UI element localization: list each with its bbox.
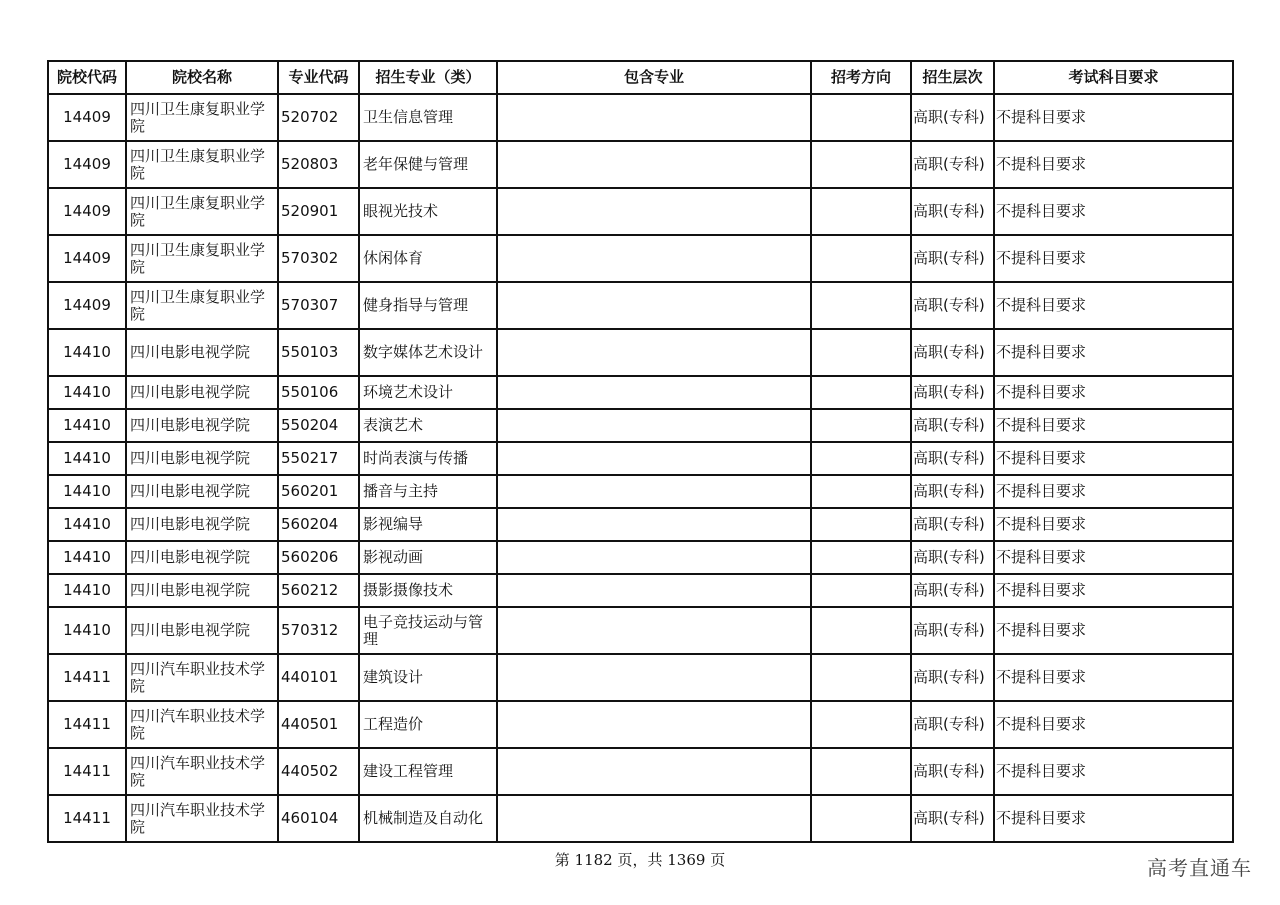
major-code-cell: 550204 (278, 409, 359, 442)
major-cell: 老年保健与管理 (359, 141, 497, 188)
major-code-cell: 520803 (278, 141, 359, 188)
major-cell: 摄影摄像技术 (359, 574, 497, 607)
table-row (48, 188, 1233, 235)
major-code-cell: 570312 (278, 607, 359, 654)
requirement-cell: 不提科目要求 (994, 282, 1233, 329)
included-majors-cell (497, 188, 811, 235)
school-name-cell: 四川汽车职业技术学院 (126, 654, 278, 701)
school-name-cell: 四川卫生康复职业学院 (126, 282, 278, 329)
table-row (48, 235, 1233, 282)
major-cell: 工程造价 (359, 701, 497, 748)
school-name-cell: 四川电影电视学院 (126, 442, 278, 475)
school-code-cell: 14411 (48, 654, 126, 701)
level-cell: 高职(专科) (911, 701, 994, 748)
major-code-cell: 460104 (278, 795, 359, 842)
level-cell: 高职(专科) (911, 141, 994, 188)
level-cell: 高职(专科) (911, 654, 994, 701)
table-row (48, 376, 1233, 409)
requirement-cell: 不提科目要求 (994, 508, 1233, 541)
table-row (48, 442, 1233, 475)
school-code-cell: 14409 (48, 141, 126, 188)
school-name-cell: 四川电影电视学院 (126, 508, 278, 541)
header-included-majors: 包含专业 (497, 61, 811, 94)
direction-cell (811, 329, 911, 376)
level-cell: 高职(专科) (911, 541, 994, 574)
requirement-cell: 不提科目要求 (994, 409, 1233, 442)
school-name-cell: 四川电影电视学院 (126, 329, 278, 376)
level-cell: 高职(专科) (911, 795, 994, 842)
table-row (48, 607, 1233, 654)
requirement-cell: 不提科目要求 (994, 654, 1233, 701)
major-code-cell: 440101 (278, 654, 359, 701)
major-cell: 环境艺术设计 (359, 376, 497, 409)
table-row (48, 701, 1233, 748)
admission-table (47, 60, 1234, 843)
requirement-cell: 不提科目要求 (994, 748, 1233, 795)
header-requirement: 考试科目要求 (994, 61, 1233, 94)
school-code-cell: 14410 (48, 541, 126, 574)
header-school-code: 院校代码 (48, 61, 126, 94)
level-cell: 高职(专科) (911, 508, 994, 541)
table-row (48, 329, 1233, 376)
level-cell: 高职(专科) (911, 442, 994, 475)
level-cell: 高职(专科) (911, 574, 994, 607)
level-cell: 高职(专科) (911, 748, 994, 795)
level-cell: 高职(专科) (911, 475, 994, 508)
school-code-cell: 14409 (48, 188, 126, 235)
major-cell: 建设工程管理 (359, 748, 497, 795)
school-code-cell: 14411 (48, 795, 126, 842)
school-name-cell: 四川电影电视学院 (126, 409, 278, 442)
table-row (48, 574, 1233, 607)
header-row (48, 61, 1233, 94)
major-cell: 建筑设计 (359, 654, 497, 701)
table-row (48, 141, 1233, 188)
included-majors-cell (497, 94, 811, 141)
direction-cell (811, 701, 911, 748)
school-code-cell: 14409 (48, 235, 126, 282)
major-cell: 时尚表演与传播 (359, 442, 497, 475)
included-majors-cell (497, 701, 811, 748)
major-code-cell: 560212 (278, 574, 359, 607)
direction-cell (811, 607, 911, 654)
direction-cell (811, 442, 911, 475)
major-code-cell: 440502 (278, 748, 359, 795)
school-code-cell: 14410 (48, 442, 126, 475)
major-cell: 电子竞技运动与管理 (359, 607, 497, 654)
major-cell: 影视动画 (359, 541, 497, 574)
direction-cell (811, 376, 911, 409)
school-name-cell: 四川汽车职业技术学院 (126, 748, 278, 795)
major-code-cell: 570307 (278, 282, 359, 329)
header-level: 招生层次 (911, 61, 994, 94)
major-cell: 播音与主持 (359, 475, 497, 508)
table-row (48, 654, 1233, 701)
school-code-cell: 14410 (48, 329, 126, 376)
header-school-name: 院校名称 (126, 61, 278, 94)
school-name-cell: 四川卫生康复职业学院 (126, 235, 278, 282)
school-name-cell: 四川电影电视学院 (126, 376, 278, 409)
major-cell: 休闲体育 (359, 235, 497, 282)
school-code-cell: 14409 (48, 94, 126, 141)
school-name-cell: 四川汽车职业技术学院 (126, 701, 278, 748)
direction-cell (811, 141, 911, 188)
table-row (48, 475, 1233, 508)
requirement-cell: 不提科目要求 (994, 94, 1233, 141)
included-majors-cell (497, 282, 811, 329)
school-name-cell: 四川电影电视学院 (126, 541, 278, 574)
table-body (48, 94, 1233, 842)
major-code-cell: 560201 (278, 475, 359, 508)
level-cell: 高职(专科) (911, 607, 994, 654)
requirement-cell: 不提科目要求 (994, 574, 1233, 607)
header-major: 招生专业（类） (359, 61, 497, 94)
direction-cell (811, 282, 911, 329)
included-majors-cell (497, 235, 811, 282)
major-code-cell: 560204 (278, 508, 359, 541)
included-majors-cell (497, 748, 811, 795)
direction-cell (811, 795, 911, 842)
direction-cell (811, 409, 911, 442)
school-code-cell: 14410 (48, 574, 126, 607)
school-name-cell: 四川卫生康复职业学院 (126, 94, 278, 141)
requirement-cell: 不提科目要求 (994, 795, 1233, 842)
major-code-cell: 550217 (278, 442, 359, 475)
included-majors-cell (497, 141, 811, 188)
major-cell: 眼视光技术 (359, 188, 497, 235)
major-code-cell: 520702 (278, 94, 359, 141)
included-majors-cell (497, 607, 811, 654)
requirement-cell: 不提科目要求 (994, 235, 1233, 282)
school-name-cell: 四川卫生康复职业学院 (126, 188, 278, 235)
requirement-cell: 不提科目要求 (994, 475, 1233, 508)
direction-cell (811, 188, 911, 235)
level-cell: 高职(专科) (911, 235, 994, 282)
level-cell: 高职(专科) (911, 94, 994, 141)
major-code-cell: 520901 (278, 188, 359, 235)
school-code-cell: 14410 (48, 508, 126, 541)
table-row (48, 748, 1233, 795)
header-major-code: 专业代码 (278, 61, 359, 94)
school-name-cell: 四川汽车职业技术学院 (126, 795, 278, 842)
included-majors-cell (497, 795, 811, 842)
school-name-cell: 四川电影电视学院 (126, 607, 278, 654)
direction-cell (811, 235, 911, 282)
school-code-cell: 14410 (48, 376, 126, 409)
included-majors-cell (497, 376, 811, 409)
included-majors-cell (497, 654, 811, 701)
included-majors-cell (497, 574, 811, 607)
school-code-cell: 14411 (48, 748, 126, 795)
included-majors-cell (497, 329, 811, 376)
level-cell: 高职(专科) (911, 188, 994, 235)
major-code-cell: 550103 (278, 329, 359, 376)
major-code-cell: 440501 (278, 701, 359, 748)
requirement-cell: 不提科目要求 (994, 141, 1233, 188)
table-row (48, 541, 1233, 574)
level-cell: 高职(专科) (911, 282, 994, 329)
direction-cell (811, 94, 911, 141)
included-majors-cell (497, 475, 811, 508)
requirement-cell: 不提科目要求 (994, 607, 1233, 654)
requirement-cell: 不提科目要求 (994, 541, 1233, 574)
school-code-cell: 14409 (48, 282, 126, 329)
level-cell: 高职(专科) (911, 409, 994, 442)
table-row (48, 94, 1233, 141)
major-cell: 健身指导与管理 (359, 282, 497, 329)
major-cell: 机械制造及自动化 (359, 795, 497, 842)
level-cell: 高职(专科) (911, 376, 994, 409)
school-name-cell: 四川电影电视学院 (126, 475, 278, 508)
included-majors-cell (497, 508, 811, 541)
requirement-cell: 不提科目要求 (994, 188, 1233, 235)
school-code-cell: 14410 (48, 409, 126, 442)
page-number: 第 1182 页，共 1369 页 (554, 851, 726, 869)
school-code-cell: 14410 (48, 475, 126, 508)
direction-cell (811, 541, 911, 574)
included-majors-cell (497, 409, 811, 442)
direction-cell (811, 654, 911, 701)
requirement-cell: 不提科目要求 (994, 701, 1233, 748)
school-name-cell: 四川电影电视学院 (126, 574, 278, 607)
included-majors-cell (497, 442, 811, 475)
table-row (48, 508, 1233, 541)
major-code-cell: 560206 (278, 541, 359, 574)
included-majors-cell (497, 541, 811, 574)
school-code-cell: 14411 (48, 701, 126, 748)
level-cell: 高职(专科) (911, 329, 994, 376)
major-code-cell: 550106 (278, 376, 359, 409)
school-name-cell: 四川卫生康复职业学院 (126, 141, 278, 188)
major-cell: 表演艺术 (359, 409, 497, 442)
major-cell: 数字媒体艺术设计 (359, 329, 497, 376)
direction-cell (811, 475, 911, 508)
table-row (48, 795, 1233, 842)
requirement-cell: 不提科目要求 (994, 376, 1233, 409)
requirement-cell: 不提科目要求 (994, 329, 1233, 376)
direction-cell (811, 748, 911, 795)
watermark-logo: 高考直通车 (1147, 856, 1252, 880)
header-direction: 招考方向 (811, 61, 911, 94)
school-code-cell: 14410 (48, 607, 126, 654)
table-row (48, 282, 1233, 329)
direction-cell (811, 574, 911, 607)
direction-cell (811, 508, 911, 541)
major-cell: 卫生信息管理 (359, 94, 497, 141)
requirement-cell: 不提科目要求 (994, 442, 1233, 475)
table-row (48, 409, 1233, 442)
major-cell: 影视编导 (359, 508, 497, 541)
major-code-cell: 570302 (278, 235, 359, 282)
